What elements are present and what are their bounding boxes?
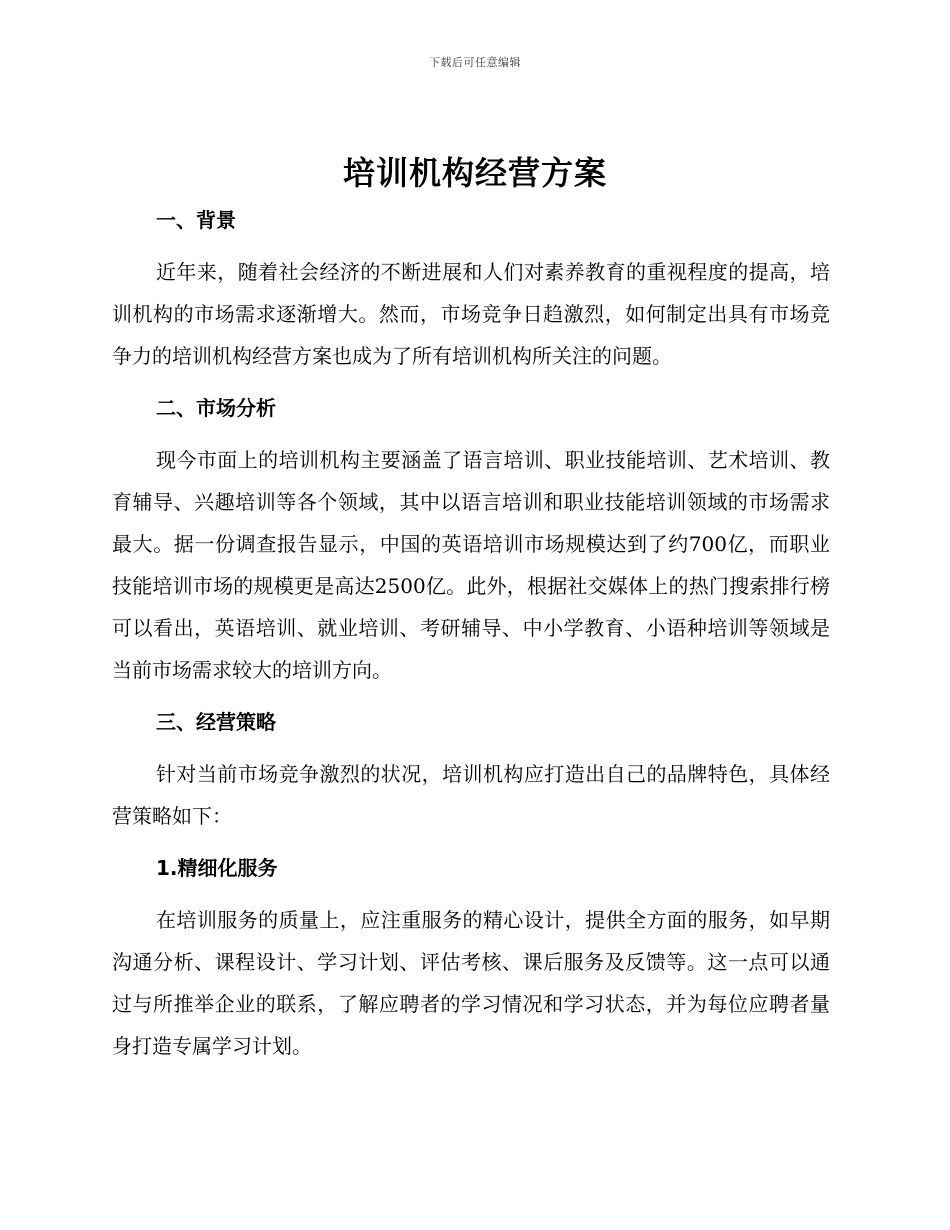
subsection-heading-refined-service: 1.精细化服务 xyxy=(156,856,278,880)
page-header-note: 下载后可任意编辑 xyxy=(429,56,521,69)
section-paragraph-background: 近年来，随着社会经济的不断进展和人们对素养教育的重视程度的提高，培训机构的市场需求逐渐增大。然而，市场竞争日趋激烈，如何制定出具有市场竞争力的培训机构经营方案也成为了所有培训机构所关注的问题。 xyxy=(112,260,830,368)
section-paragraph-strategy: 针对当前市场竞争激烈的状况，培训机构应打造出自己的品牌特色，具体经营策略如下： xyxy=(112,762,830,828)
section-heading-background: 一、背景 xyxy=(156,208,236,232)
subsection-paragraph-refined-service: 在培训服务的质量上，应注重服务的精心设计，提供全方面的服务，如早期沟通分析、课程设计、学习计划、评估考核、课后服务及反馈等。这一点可以通过与所推举企业的联系，了解应聘者的学习情况和学习状态，并为每位应聘者量身打造专属学习计划。 xyxy=(112,908,830,1058)
section-heading-market-analysis: 二、市场分析 xyxy=(156,396,276,420)
section-heading-strategy: 三、经营策略 xyxy=(156,710,276,734)
document-body xyxy=(112,199,830,1077)
document-title: 培训机构经营方案 xyxy=(342,154,607,192)
section-paragraph-market-analysis: 现今市面上的培训机构主要涵盖了语言培训、职业技能培训、艺术培训、教育辅导、兴趣培训等各个领域，其中以语言培训和职业技能培训领域的市场需求最大。据一份调查报告显示，中国的英语培训市场规模达到了约700亿，而职业技能培训市场的规模更是高达2500亿。此外，根据社交媒体上的热门搜索排行榜可以看出，英语培训、就业培训、考研辅导、中小学教育、小语种培训等领域是当前市场需求较大的培训方向。 xyxy=(112,448,830,682)
